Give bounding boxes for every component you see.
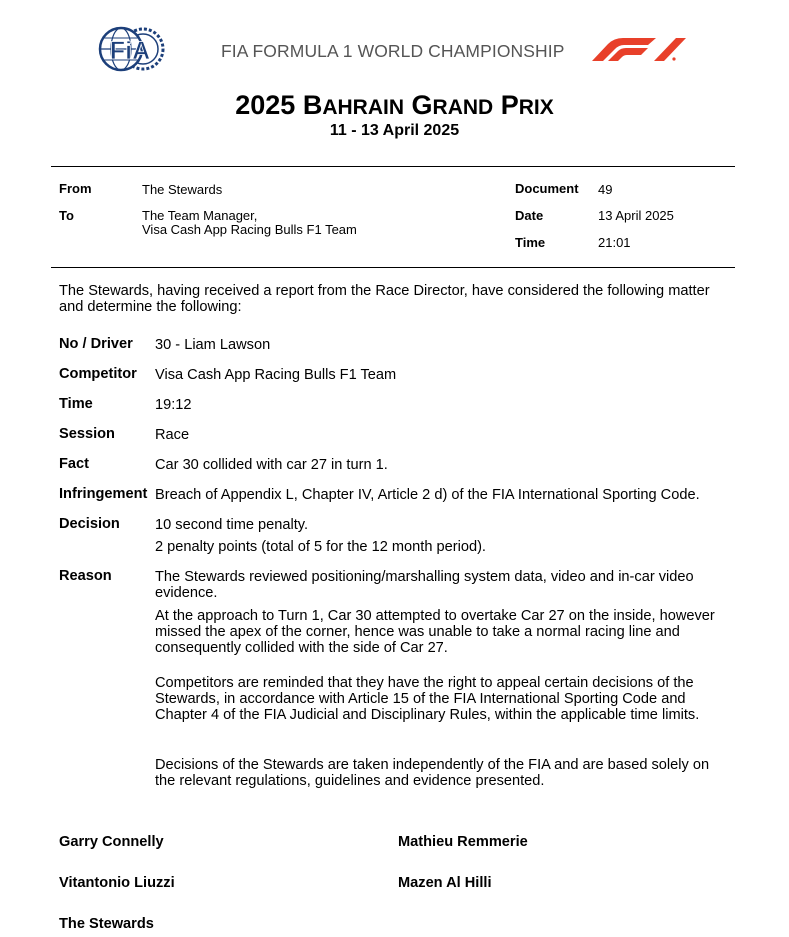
reason-paragraph-1: The Stewards reviewed positioning/marshalling system data, video and in-car video evidence.: [155, 569, 694, 601]
from-label: From: [59, 181, 92, 196]
document-label: Document: [515, 181, 579, 196]
championship-title: FIA FORMULA 1 WORLD CHAMPIONSHIP: [221, 41, 565, 61]
time-field-value: 19:12: [155, 397, 192, 413]
driver-value: 30 - Liam Lawson: [155, 337, 271, 353]
divider: [51, 166, 735, 167]
fia-logo-icon: [98, 26, 166, 72]
from-value: The Stewards: [142, 182, 223, 197]
to-value-line2: Visa Cash App Racing Bulls F1 Team: [142, 222, 357, 237]
steward-name: Mazen Al Hilli: [398, 875, 492, 891]
steward-name: Vitantonio Liuzzi: [59, 875, 175, 891]
time-field-label: Time: [59, 396, 93, 412]
event-year: 2025: [235, 90, 296, 120]
document-value: 49: [598, 182, 613, 197]
session-label: Session: [59, 426, 115, 442]
infringement-value: Breach of Appendix L, Chapter IV, Article 2 d) of the FIA International Sporting Code.: [155, 487, 700, 503]
driver-label: No / Driver: [59, 336, 133, 352]
intro-paragraph: The Stewards, having received a report from the Race Director, have considered the following matter and determine the following:: [59, 283, 710, 315]
steward-name: Garry Connelly: [59, 834, 164, 850]
fact-label: Fact: [59, 456, 90, 472]
svg-text:FiA: FiA: [109, 37, 151, 65]
to-value-line1: The Team Manager,: [142, 208, 258, 223]
competitor-label: Competitor: [59, 366, 137, 382]
fact-value: Car 30 collided with car 27 in turn 1.: [155, 457, 388, 473]
infringement-label: Infringement: [59, 486, 148, 502]
session-value: Race: [155, 427, 190, 443]
signature-footer: The Stewards: [59, 916, 154, 932]
time-value: 21:01: [598, 235, 631, 250]
to-label: To: [59, 208, 74, 223]
appeal-notice: Competitors are reminded that they have the right to appeal certain decisions of the Stewards, in accordance with Article 15 of the FIA International Sporting Code and Chapter 4 of the FIA Judicial and Disciplinary Rules, within the applicable time limits.: [155, 675, 700, 723]
date-value: 13 April 2025: [598, 208, 674, 223]
divider: [51, 267, 735, 268]
decision-label: Decision: [59, 516, 120, 532]
time-label: Time: [515, 235, 546, 250]
competitor-value: Visa Cash App Racing Bulls F1 Team: [155, 367, 397, 383]
reason-paragraph-2: At the approach to Turn 1, Car 30 attempted to overtake Car 27 on the inside, however missed the apex of the corner, hence was unable to take a normal racing line and consequently collided with the side of Car 27.: [155, 608, 715, 656]
steward-name: Mathieu Remmerie: [398, 834, 528, 850]
reason-label: Reason: [59, 568, 112, 584]
event-dates: 11 - 13 April 2025: [329, 122, 460, 139]
event-name-word: GRAND: [411, 90, 494, 120]
event-name-word: PRIX: [500, 90, 554, 120]
date-label: Date: [515, 208, 544, 223]
decision-line2: 2 penalty points (total of 5 for the 12 month period).: [155, 539, 486, 555]
f1-logo-icon: [590, 36, 688, 62]
event-title: [0, 90, 789, 121]
independence-notice: Decisions of the Stewards are taken independently of the FIA and are based solely on the relevant regulations, guidelines and evidence presented.: [155, 757, 710, 789]
decision-line1: 10 second time penalty.: [155, 517, 309, 533]
event-name-word: BAHRAIN: [302, 90, 404, 120]
